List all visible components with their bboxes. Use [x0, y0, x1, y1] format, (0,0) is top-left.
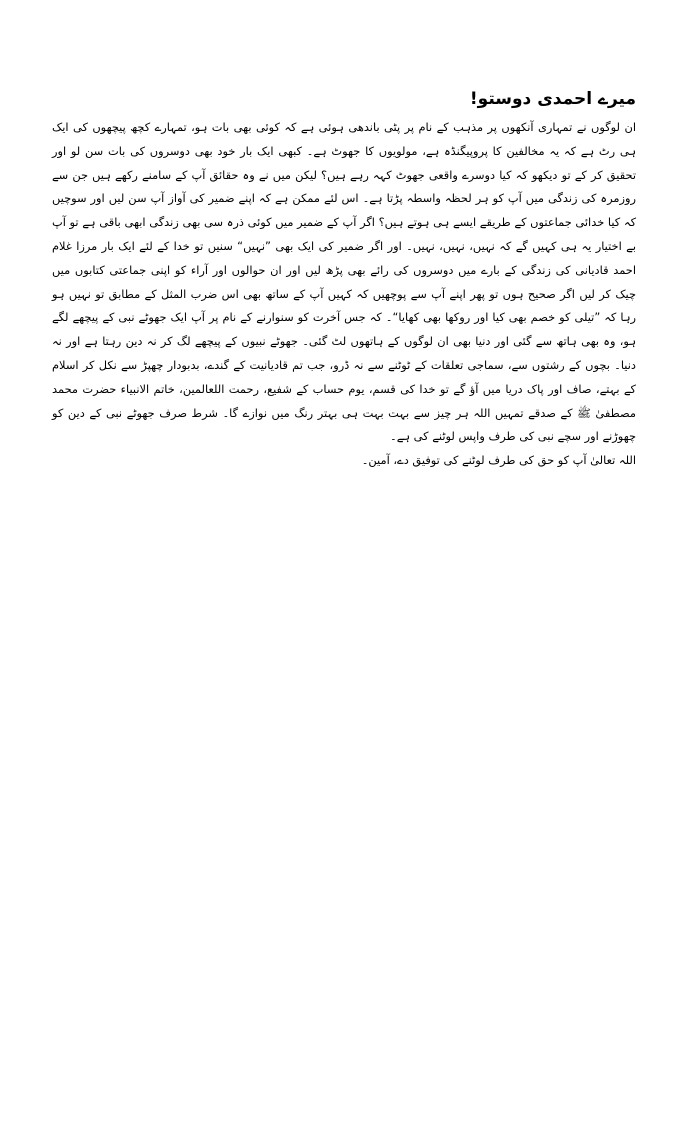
body-paragraph: ان لوگوں نے تمہاری آنکھوں پر مذہب کے نام پر پٹی باندھی ہوئی ہے کہ کوئی بھی بات ہو، تمہارے کچھ پیچھوں کی ایک ہی رٹ ہے کہ یہ مخالفین کا پروپیگنڈہ ہے، مولویوں کا جھوٹ ہے۔ کبھی ایک بار خود بھی دوسروں کی بات سن لو اور تحقیق کر کے تو دیکھو کہ کیا دوسرے واقعی جھوٹ کہہ رہے ہیں؟ لیکن میں نے وہ حقائق آپ کے سامنے رکھے ہیں جن سے روزمرہ کی زندگی میں آپ کو ہر لحظہ واسطہ پڑتا ہے۔ اس لئے ممکن ہے کہ اپنے ضمیر کی آواز آپ سن لیں اور سوچیں کہ کیا خدائی جماعتوں کے طریقے ایسے ہی ہوتے ہیں؟ اگر آپ کے ضمیر میں کوئی ذرہ سی بھی زندگی ابھی باقی ہے تو آپ بے اختیار یہ ہی کہیں گے کہ نہیں، نہیں، نہیں۔ اور اگر ضمیر کی ایک بھی ”نہیں“ سنیں تو خدا کے لئے ایک بار مرزا غلام احمد قادیانی کی زندگی کے بارے میں دوسروں کی رائے بھی پڑھ لیں اور ان حوالوں اور آراء کو اپنی جماعتی کتابوں میں چیک کر لیں اگر صحیح ہوں تو پھر اپنے آپ سے پوچھیں کہ کہیں آپ کے ساتھ بھی اس ضرب المثل کے مطابق تو نہیں ہو رہا کہ ”تیلی کو خصم بھی کیا اور روکھا بھی کھایا“۔ کہ جس آخرت کو سنوارنے کے نام پر آپ ایک جھوٹے نبی کے پیچھے لگے ہو، وہ بھی ہاتھ سے گئی اور دنیا بھی ان لوگوں کے ہاتھوں لٹ گئی۔ جھوٹے نبیوں کے پیچھے لگ کر نہ دین رہتا ہے اور نہ دنیا۔ بچوں کے رشتوں سے، سماجی تعلقات کے ٹوٹنے سے نہ ڈرو، جب تم قادیانیت کے گندے، بدبودار چھپڑ سے نکل کر اسلام کے بہتے، صاف اور پاک دریا میں آؤ گے تو خدا کی قسم، یوم حساب کے شفیع، رحمت اللعالمین، خاتم الانبیاء حضرت محمد مصطفیٰ ﷺ کے صدقے تمہیں اللہ ہر چیز سے بہت بہت ہی بہتر رنگ میں نوازے گا۔ شرط صرف جھوٹے نبی کے دین کو چھوڑنے اور سچے نبی کی طرف واپس لوٹنے کی ہے۔	[52, 120, 636, 444]
document-page	[52, 86, 636, 473]
closing-prayer: اللہ تعالیٰ آپ کو حق کی طرف لوٹنے کی توفیق دے، آمین۔	[361, 453, 636, 468]
letter-heading: میرے احمدی دوستو!	[469, 89, 636, 109]
